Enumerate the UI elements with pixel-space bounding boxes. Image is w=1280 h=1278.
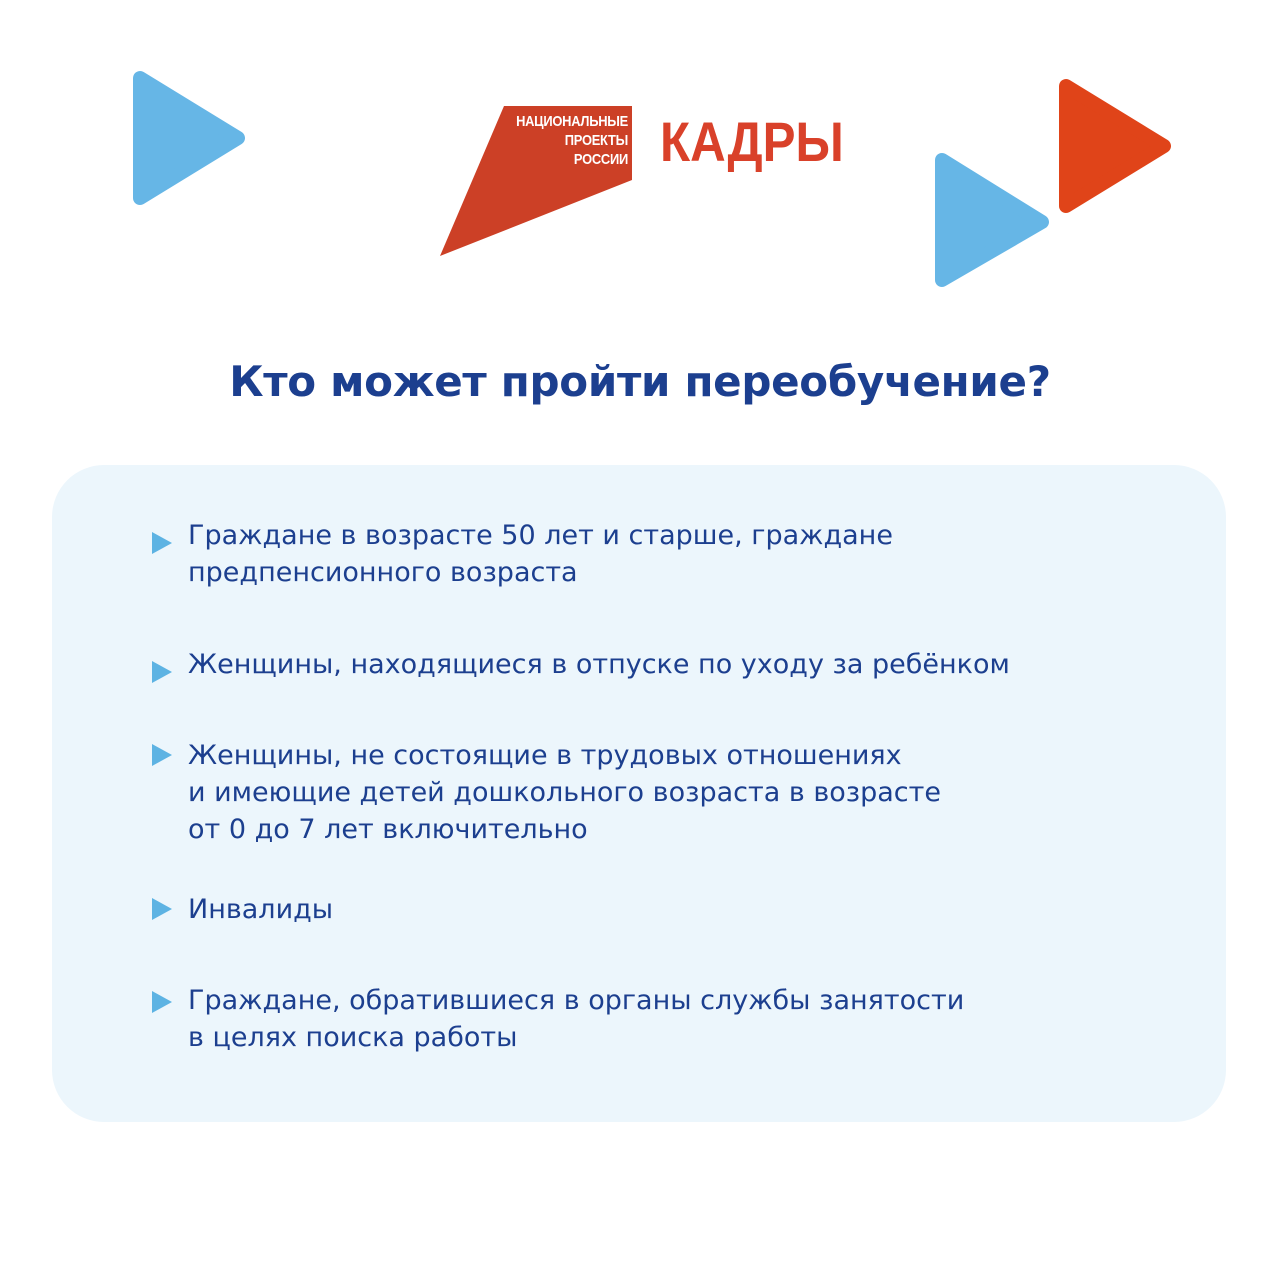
logo-line: НАЦИОНАЛЬНЫЕ — [516, 113, 628, 130]
triangle-bullet-icon — [152, 991, 172, 1013]
logo-line: РОССИИ — [573, 151, 628, 168]
list-item-text: Граждане, обратившиеся в органы службы занятости в целях поиска работы — [188, 985, 965, 1053]
list-item-text: Женщины, не состоящие в трудовых отношениях и имеющие детей дошкольного возраста в возрасте от 0 до 7 лет включительно — [188, 740, 941, 845]
eligibility-card — [52, 465, 1226, 1122]
brand-title: КАДРЫ — [660, 110, 844, 173]
right-blue-triangle-icon — [928, 146, 1058, 296]
logo-text — [511, 112, 628, 169]
list-item-text: Инвалиды — [188, 894, 334, 925]
triangle-bullet-icon — [152, 661, 172, 683]
triangle-bullet-icon — [152, 898, 172, 920]
left-blue-triangle-icon — [126, 64, 254, 212]
right-red-triangle-icon — [1052, 72, 1180, 220]
list-item-text: Граждане в возрасте 50 лет и старше, граждане предпенсионного возраста — [188, 520, 893, 588]
list-item-text: Женщины, находящиеся в отпуске по уходу за ребёнком — [188, 649, 1010, 680]
page-title: Кто может пройти переобучение? — [229, 357, 1051, 406]
logo-line: ПРОЕКТЫ — [564, 132, 628, 149]
triangle-bullet-icon — [152, 532, 172, 554]
triangle-bullet-icon — [152, 744, 172, 766]
